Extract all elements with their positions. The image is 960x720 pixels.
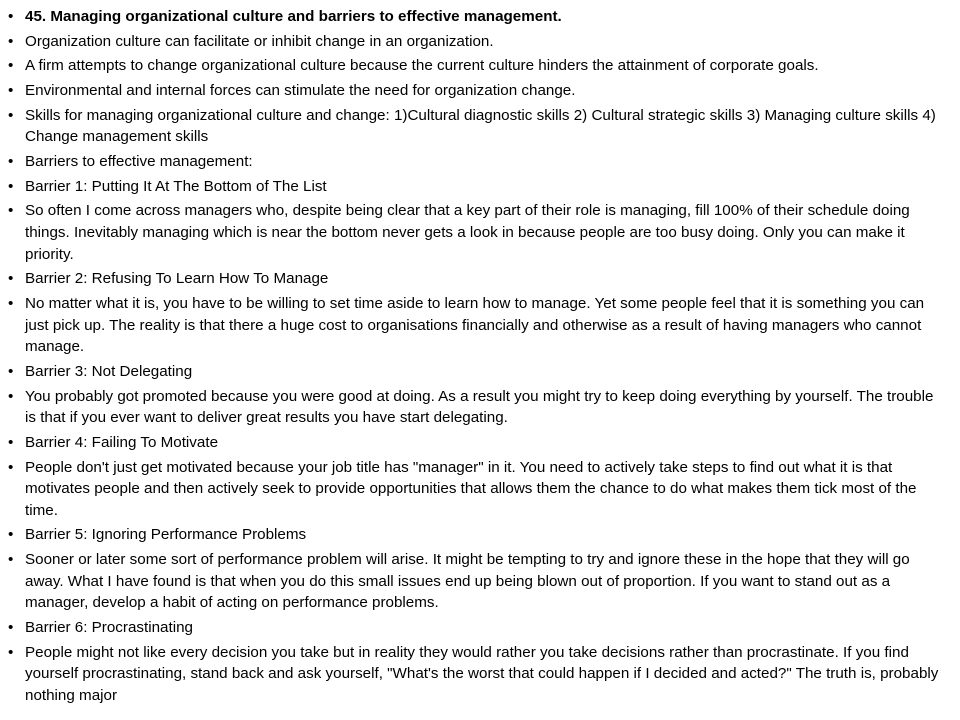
bullet-icon: • — [8, 643, 14, 661]
list-item-text: No matter what it is, you have to be willing to set time aside to learn how to manage. Yet some people feel that it is something you can just pick up. The reality is that there a huge cost to organisations financially and otherwise as a result of having managers who cannot manage. — [25, 294, 925, 356]
bullet-icon: • — [8, 82, 14, 100]
barrier-description — [8, 457, 948, 522]
bullet-list — [8, 6, 948, 710]
list-item — [8, 105, 948, 148]
list-item-text: You probably got promoted because you were good at doing. As a result you might try to keep doing everything by yourself. The trouble is that if you ever want to deliver great results you have start delegating. — [25, 387, 934, 427]
list-item-text: Skills for managing organizational culture and change: 1)Cultural diagnostic skills 2) Cultural strategic skills 3) Managing culture skills 4) Change management skills — [25, 106, 936, 146]
bullet-icon: • — [8, 362, 14, 380]
barrier-description — [8, 293, 948, 358]
bullet-icon: • — [8, 551, 14, 569]
barrier-title — [8, 361, 948, 383]
list-item — [8, 55, 948, 77]
bullet-icon: • — [8, 153, 14, 171]
list-item-text: Sooner or later some sort of performance problem will arise. It might be tempting to try and ignore these in the hope that they will go away. What I have found is that when you do this small issues end up being blown out of proportion. If you want to stand out as a manager, develop a habit of acting on performance problems. — [25, 551, 910, 612]
list-item — [8, 31, 948, 53]
bullet-icon: • — [8, 270, 14, 288]
barrier-title — [8, 432, 948, 454]
bullet-icon: • — [8, 202, 14, 220]
list-item-text: People don't just get motivated because your job title has "manager" in it. You need to actively take steps to find out what it is that motivates people and then actively seek to provide opportunities that allows them the chance to do what makes them tick most of the time. — [25, 458, 917, 519]
list-item-text: People might not like every decision you take but in reality they would rather you take decisions rather than procrastinate. If you find yourself procrastinating, stand back and ask yourself, "What's the worst that could happen if I decided and acted?" The truth is, probably nothing major — [25, 643, 939, 704]
barrier-description — [8, 386, 948, 429]
list-item-text: Environmental and internal forces can stimulate the need for organization change. — [25, 82, 576, 100]
barrier-description — [8, 549, 948, 614]
list-item-text: Barrier 2: Refusing To Learn How To Manage — [25, 270, 329, 288]
list-item-text: Barrier 3: Not Delegating — [25, 362, 193, 380]
list-item-text: Barrier 1: Putting It At The Bottom of The List — [25, 177, 327, 195]
list-item — [8, 151, 948, 173]
barrier-title — [8, 268, 948, 290]
list-item-text: So often I come across managers who, despite being clear that a key part of their role is managing, fill 100% of their schedule doing things. Inevitably managing which is near the bottom never gets a look in because people are too busy doing. Only you can make it priority. — [25, 202, 910, 263]
list-item-text: Barrier 4: Failing To Motivate — [25, 433, 219, 451]
bullet-icon: • — [8, 177, 14, 195]
barrier-title — [8, 524, 948, 546]
heading-text: 45. Managing organizational culture and barriers to effective management. — [25, 8, 562, 25]
bullet-icon: • — [8, 294, 14, 312]
bullet-icon: • — [8, 387, 14, 405]
barrier-title — [8, 176, 948, 198]
list-item-text: Organization culture can facilitate or inhibit change in an organization. — [25, 32, 494, 50]
list-item-text: Barrier 6: Procrastinating — [25, 618, 193, 636]
list-item — [8, 80, 948, 102]
bullet-icon: • — [8, 32, 14, 50]
list-item-text: A firm attempts to change organizational culture because the current culture hinders the attainment of corporate goals. — [25, 57, 819, 75]
list-item-text: Barriers to effective management: — [25, 153, 253, 171]
bullet-icon: • — [8, 433, 14, 451]
list-item-heading — [8, 6, 948, 28]
barrier-description — [8, 200, 948, 265]
bullet-icon: • — [8, 106, 14, 124]
bullet-icon: • — [8, 57, 14, 75]
list-item-text: Barrier 5: Ignoring Performance Problems — [25, 526, 307, 544]
bullet-icon: • — [8, 458, 14, 476]
barrier-description — [8, 642, 948, 707]
bullet-icon: • — [8, 618, 14, 636]
bullet-icon: • — [8, 8, 14, 25]
barrier-title — [8, 617, 948, 639]
bullet-icon: • — [8, 526, 14, 544]
